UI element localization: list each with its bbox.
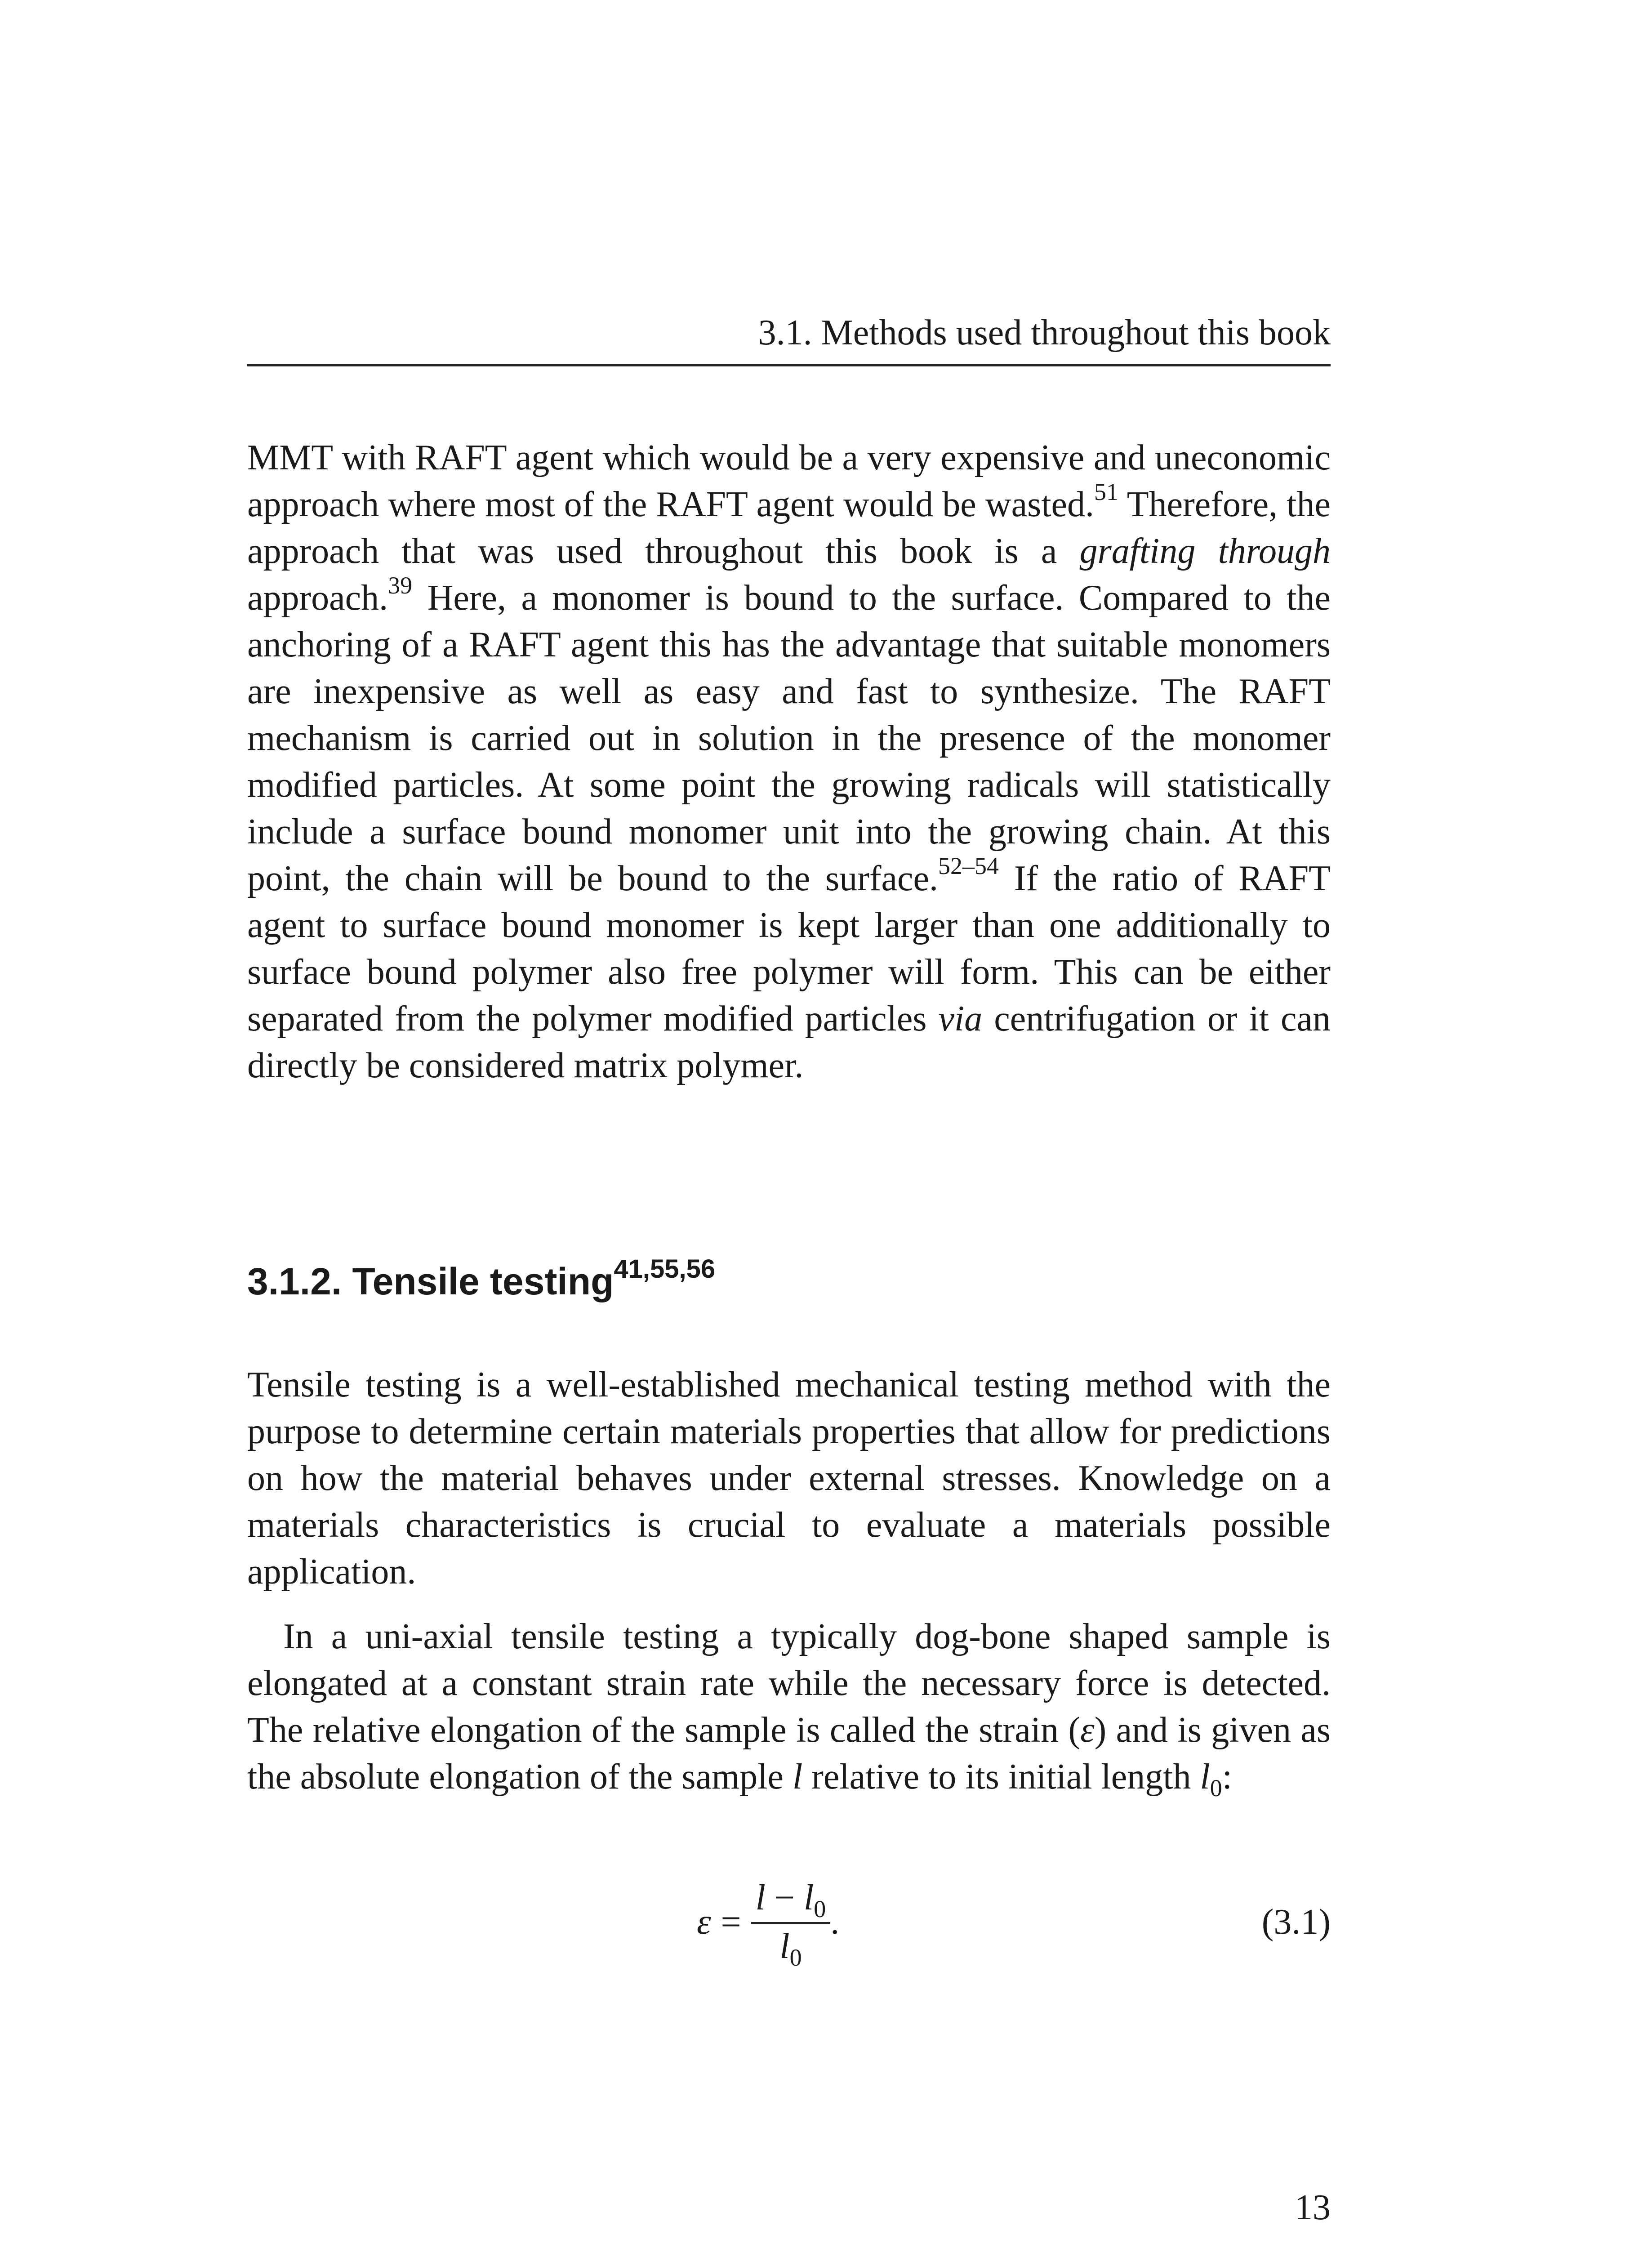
- equation-period: .: [830, 1902, 840, 1942]
- paragraph-tensile-strain: [247, 1613, 1331, 1800]
- fraction-numerator: [751, 1878, 831, 1924]
- para1-emphasis-via: via: [938, 999, 983, 1039]
- citation-51: 51: [1094, 478, 1119, 506]
- symbol-l0: l: [1200, 1757, 1210, 1797]
- para3-text-2: ) and is given as the absolute elongation of the sample: [247, 1710, 1331, 1797]
- page-number: 13: [1295, 2188, 1331, 2227]
- equation-equals: =: [721, 1902, 741, 1942]
- equation-number: (3.1): [1261, 1902, 1331, 1942]
- equation-fraction: [751, 1878, 831, 1971]
- numerator-minus: −: [765, 1878, 804, 1918]
- section-heading: [247, 1254, 1331, 1306]
- body-text-continued: [247, 434, 1331, 1089]
- para1-text-2: Therefore, the approach that was used throughout this book is a: [247, 485, 1331, 571]
- equation-body: [697, 1864, 839, 1980]
- paragraph-raft-grafting: [247, 434, 1331, 1089]
- symbol-l: l: [793, 1757, 803, 1797]
- citation-52-54: 52–54: [938, 852, 999, 880]
- fraction-denominator: [779, 1924, 802, 1971]
- para1-text-5: If the ratio of RAFT agent to surface bound monomer is kept larger than one additionally to surface bound polymer also free polymer will form. This can be either separated from the polymer modified particles: [247, 859, 1331, 1039]
- para1-text-3: approach.: [247, 578, 388, 618]
- para1-text-4: Here, a monomer is bound to the surface. Compared to the anchoring of a RAFT agent this has the advantage that suitable monomers are inexpensive as well as easy and fast to synthesize. The RAFT mechanism is carried out in solution in the presence of the monomer modified particles. At some point the growing radicals will statistically include a surface bound monomer unit into the growing chain. At this point, the chain will be bound to the surface.: [247, 578, 1331, 898]
- para3-text-1: In a uni-axial tensile testing a typically dog-bone shaped sample is elongated at a constant strain rate while the necessary force is detected. The relative elongation of the sample is called the strain (: [247, 1617, 1331, 1750]
- symbol-l0-subscript: 0: [1210, 1775, 1222, 1802]
- equation-lhs: ε: [697, 1902, 711, 1942]
- numerator-l0-subscript: 0: [814, 1895, 826, 1922]
- section-body: [247, 1361, 1331, 1800]
- para3-text-4: :: [1222, 1757, 1232, 1797]
- section-heading-citations: 41,55,56: [614, 1254, 716, 1284]
- para3-text-3: relative to its initial length: [802, 1757, 1200, 1797]
- para1-text-6: centrifugation or it can directly be considered matrix polymer.: [247, 999, 1331, 1085]
- section-heading-title: 3.1.2. Tensile testing: [247, 1260, 614, 1302]
- symbol-epsilon: ε: [1080, 1710, 1095, 1750]
- equation-3-1: [247, 1864, 1331, 1980]
- denominator-l0-subscript: 0: [789, 1944, 802, 1971]
- running-header-title: 3.1. Methods used throughout this book: [758, 313, 1331, 352]
- para1-emphasis-grafting-through: grafting through: [1079, 531, 1331, 571]
- numerator-l0: l: [804, 1878, 814, 1918]
- paragraph-tensile-intro: Tensile testing is a well-established mechanical testing method with the purpose to determine certain materials properties that allow for predictions on how the material behaves under external stresses. Knowledge on a materials characteristics is crucial to evaluate a materials possible application.: [247, 1365, 1331, 1592]
- citation-39: 39: [388, 572, 413, 599]
- denominator-l0: l: [779, 1926, 790, 1966]
- running-header: [247, 310, 1331, 366]
- numerator-l: l: [755, 1878, 766, 1918]
- para1-text-1: MMT with RAFT agent which would be a very expensive and uneconomic approach where most of the RAFT agent would be wasted.: [247, 438, 1331, 524]
